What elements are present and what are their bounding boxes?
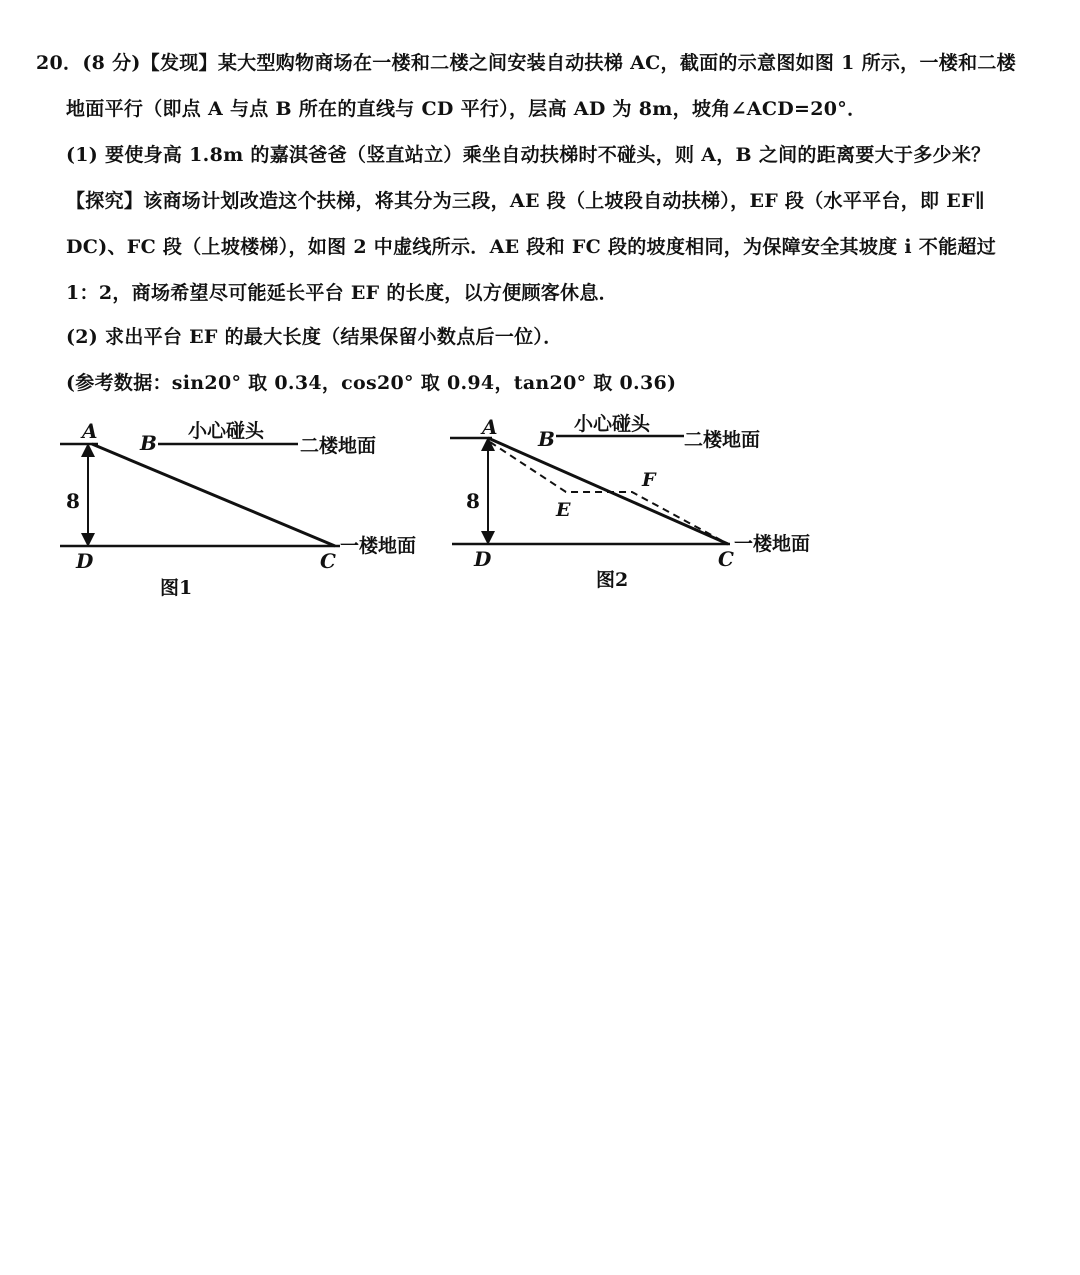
problem-line-3: (1) 要使身高 1.8m 的嘉淇爸爸（竖直站立）乘坐自动扶梯时不碰头，则 A，B 之间的距离要大于多少米？ [66,144,991,166]
fig2-warning: 小心碰头 [574,413,651,435]
fig2-label-E: E [556,499,571,521]
fig1-escalator-AC [92,444,335,546]
fig1-label-C: C [320,549,336,573]
fig2-upper-floor-label: 二楼地面 [684,429,761,451]
problem-line-6: 1：2，商场希望尽可能延长平台 EF 的长度，以方便顾客休息． [66,282,618,304]
fig2-height-label: 8 [466,489,480,513]
fig2-label-D: D [474,547,492,571]
fig1-warning: 小心碰头 [188,420,265,442]
fig2-label-F: F [642,469,656,491]
problem-line-8: (参考数据：sin20° 取 0.34，cos20° 取 0.94，tan20° 取 0.36) [66,372,677,394]
fig2-lower-floor-label: 一楼地面 [734,533,811,555]
problem-line-2: 地面平行（即点 A 与点 B 所在的直线与 CD 平行），层高 AD 为 8m，坡角∠ACD=20°． [66,98,867,120]
figure-1 [60,419,416,599]
fig1-caption: 图1 [160,577,193,599]
figures-area [0,400,1080,620]
problem-line-4: 【探究】该商场计划改造这个扶梯，将其分为三段，AE 段（上坡段自动扶梯），EF 段（水平平台，即 EF∥ [66,190,986,212]
fig1-label-A: A [82,419,98,443]
fig1-height-label: 8 [66,489,80,513]
figures-svg [0,400,1080,620]
problem-line-7: (2) 求出平台 EF 的最大长度（结果保留小数点后一位）． [66,326,563,348]
problem-line-5: DC)、FC 段（上坡楼梯），如图 2 中虚线所示．AE 段和 FC 段的坡度相同，为保障安全其坡度 i 不能超过 [66,236,996,258]
fig1-label-D: D [76,549,94,573]
fig1-lower-floor-label: 一楼地面 [340,535,417,557]
fig2-label-A: A [482,415,498,439]
figure-2 [450,412,810,591]
problem-line-1: 20．(8 分)【发现】某大型购物商场在一楼和二楼之间安装自动扶梯 AC，截面的示意图如图 1 所示，一楼和二楼 [36,52,1016,74]
fig1-label-B: B [140,431,157,455]
fig1-upper-floor-label: 二楼地面 [300,435,377,457]
fig2-label-C: C [718,547,734,571]
fig2-caption: 图2 [596,569,629,591]
fig2-label-B: B [538,427,555,451]
